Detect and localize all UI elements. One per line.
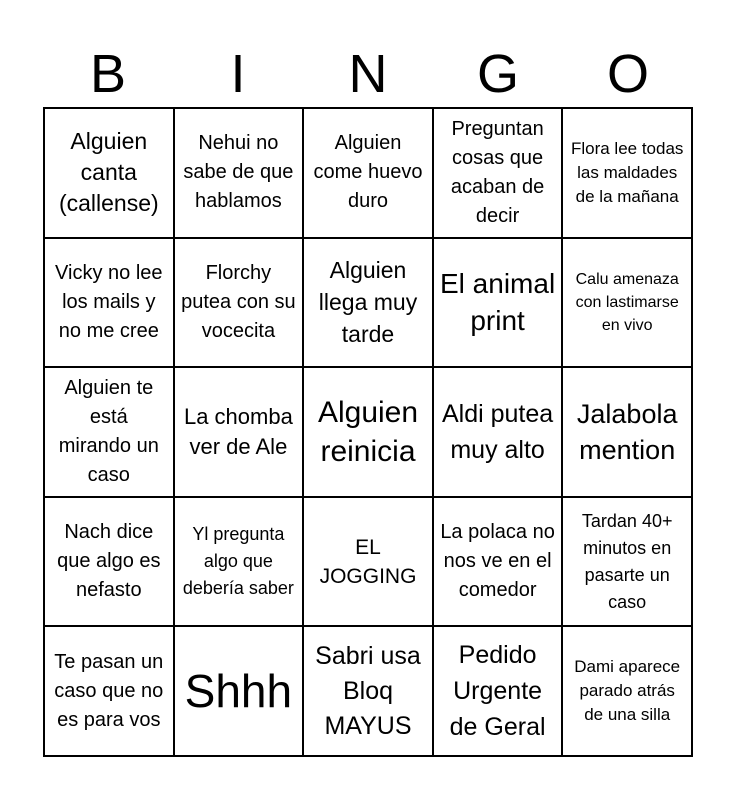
- bingo-cell[interactable]: [44, 108, 174, 238]
- header-letter-b: B: [89, 44, 127, 104]
- header-letter-o: O: [606, 44, 649, 104]
- bingo-cell[interactable]: [562, 626, 692, 756]
- bingo-cell[interactable]: [433, 367, 563, 497]
- cell-text: Shhh: [184, 665, 293, 718]
- bingo-cell[interactable]: [303, 367, 433, 497]
- cell-text: Sabri usa Bloq MAYUS: [315, 641, 421, 740]
- cell-text: EL JOGGING: [319, 535, 417, 588]
- bingo-header: [43, 40, 693, 108]
- bingo-cell[interactable]: [562, 108, 692, 238]
- cell-text: Nach dice que algo es nefasto: [57, 521, 161, 602]
- bingo-cell[interactable]: [303, 626, 433, 756]
- cell-text: Vicky no lee los mails y no me cree: [55, 261, 163, 342]
- bingo-cell[interactable]: [562, 238, 692, 368]
- header-letter-g: G: [476, 44, 519, 104]
- bingo-board: [43, 107, 693, 757]
- cell-text: Te pasan un caso que no es para vos: [54, 650, 164, 731]
- bingo-cell[interactable]: [44, 367, 174, 497]
- cell-text: Jalabola mention: [576, 398, 678, 465]
- cell-text: Flora lee todas las maldades de la mañana: [570, 138, 684, 206]
- bingo-cell[interactable]: [174, 367, 304, 497]
- cell-text: La chomba ver de Ale: [183, 403, 293, 459]
- bingo-cell[interactable]: [174, 497, 304, 627]
- cell-text: Alguien llega muy tarde: [318, 257, 418, 348]
- bingo-cell[interactable]: [44, 626, 174, 756]
- bingo-cell[interactable]: [44, 497, 174, 627]
- bingo-cell[interactable]: [562, 497, 692, 627]
- bingo-cell[interactable]: [174, 626, 304, 756]
- bingo-cell[interactable]: [174, 238, 304, 368]
- bingo-cell[interactable]: [174, 108, 304, 238]
- bingo-cell[interactable]: [433, 238, 563, 368]
- cell-text: Pedido Urgente de Geral: [449, 641, 546, 742]
- cell-text: Calu amenaza con lastimarse en vivo: [575, 270, 679, 334]
- header-letter-i: I: [230, 44, 246, 104]
- bingo-cell[interactable]: [433, 108, 563, 238]
- cell-text: Preguntan cosas que acaban de decir: [450, 117, 545, 227]
- cell-text: Nehui no sabe de que hablamos: [183, 132, 294, 213]
- cell-text: Alguien reinicia: [317, 395, 419, 468]
- cell-text: Aldi putea muy alto: [441, 399, 554, 464]
- bingo-cell[interactable]: [303, 497, 433, 627]
- cell-text: Dami aparece parado atrás de una silla: [574, 657, 681, 725]
- bingo-cell[interactable]: [562, 367, 692, 497]
- bingo-cell[interactable]: [303, 238, 433, 368]
- cell-text: La polaca no nos ve en el comedor: [440, 521, 555, 602]
- cell-text: Alguien come huevo duro: [313, 132, 423, 213]
- bingo-cell[interactable]: [303, 108, 433, 238]
- cell-text: Alguien canta (callense): [58, 128, 159, 217]
- cell-text: El animal print: [440, 268, 556, 337]
- bingo-cell[interactable]: [433, 497, 563, 627]
- bingo-cell[interactable]: [44, 238, 174, 368]
- header-letter-n: N: [348, 44, 388, 104]
- cell-text: Florchy putea con su vocecita: [181, 261, 296, 342]
- cell-text: Yl pregunta algo que debería saber: [182, 524, 294, 599]
- bingo-cell[interactable]: [433, 626, 563, 756]
- cell-text: Alguien te está mirando un caso: [58, 376, 159, 486]
- cell-text: Tardan 40+ minutos en pasarte un caso: [581, 510, 673, 612]
